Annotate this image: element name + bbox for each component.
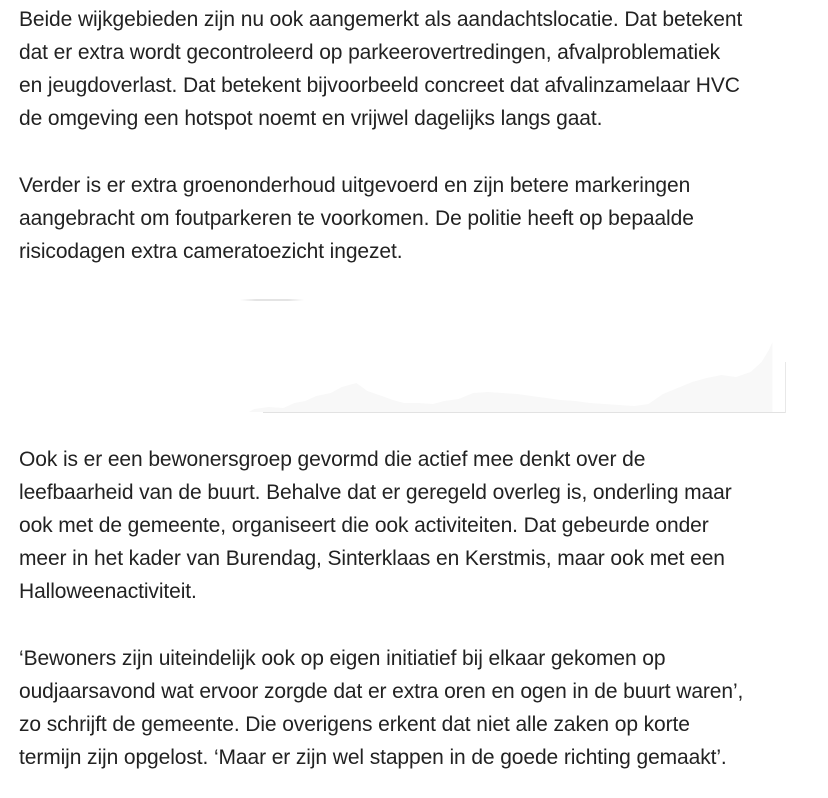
text-line: leefbaarheid van de buurt. Behalve dat er geregeld overleg is, onderling maar xyxy=(19,481,732,504)
text-line: meer in het kader van Burendag, Sinterklaas en Kerstmis, maar ook met een xyxy=(19,547,725,570)
text-line: dat er extra wordt gecontroleerd op parkeerovertredingen, afvalproblematiek xyxy=(19,41,721,64)
text-line: Ook is er een bewonersgroep gevormd die actief mee denkt over de xyxy=(19,448,646,471)
text-line: Halloweenactiviteit. xyxy=(19,580,197,603)
paragraph-bewonersgroep xyxy=(19,443,732,608)
text-line: de omgeving een hotspot noemt en vrijwel dagelijks langs gaat. xyxy=(19,107,603,130)
skeleton-area-silhouette xyxy=(230,290,790,415)
paragraph-quote-gemeente xyxy=(19,642,743,774)
text-line: risicodagen extra cameratoezicht ingezet. xyxy=(19,240,403,263)
skeleton-area-fill xyxy=(249,342,772,412)
text-line: aangebracht om foutparkeren te voorkomen. De politie heeft op bepaalde xyxy=(19,207,694,230)
text-line: Beide wijkgebieden zijn nu ook aangemerkt als aandachtslocatie. Dat betekent xyxy=(19,8,743,31)
text-line: termijn zijn opgelost. ‘Maar er zijn wel stappen in de goede richting gemaakt’. xyxy=(19,746,727,769)
text-line: Verder is er extra groenonderhoud uitgevoerd en zijn betere markeringen xyxy=(19,174,691,197)
paragraph-groenonderhoud xyxy=(19,169,694,265)
paragraph-aandachtslocatie xyxy=(19,3,742,135)
text-line: ook met de gemeente, organiseert die ook activiteiten. Dat gebeurde onder xyxy=(19,514,709,537)
text-line: oudjaarsavond wat ervoor zorgde dat er extra oren en ogen in de buurt waren’, xyxy=(19,680,744,703)
text-line: zo schrijft de gemeente. Die overigens erkent dat niet alle zaken op korte xyxy=(19,713,690,736)
embed-loading-placeholder xyxy=(230,290,790,415)
text-line: ‘Bewoners zijn uiteindelijk ook op eigen initiatief bij elkaar gekomen op xyxy=(19,647,666,670)
text-line: en jeugdoverlast. Dat betekent bijvoorbeeld concreet dat afvalinzamelaar HVC xyxy=(19,74,740,97)
